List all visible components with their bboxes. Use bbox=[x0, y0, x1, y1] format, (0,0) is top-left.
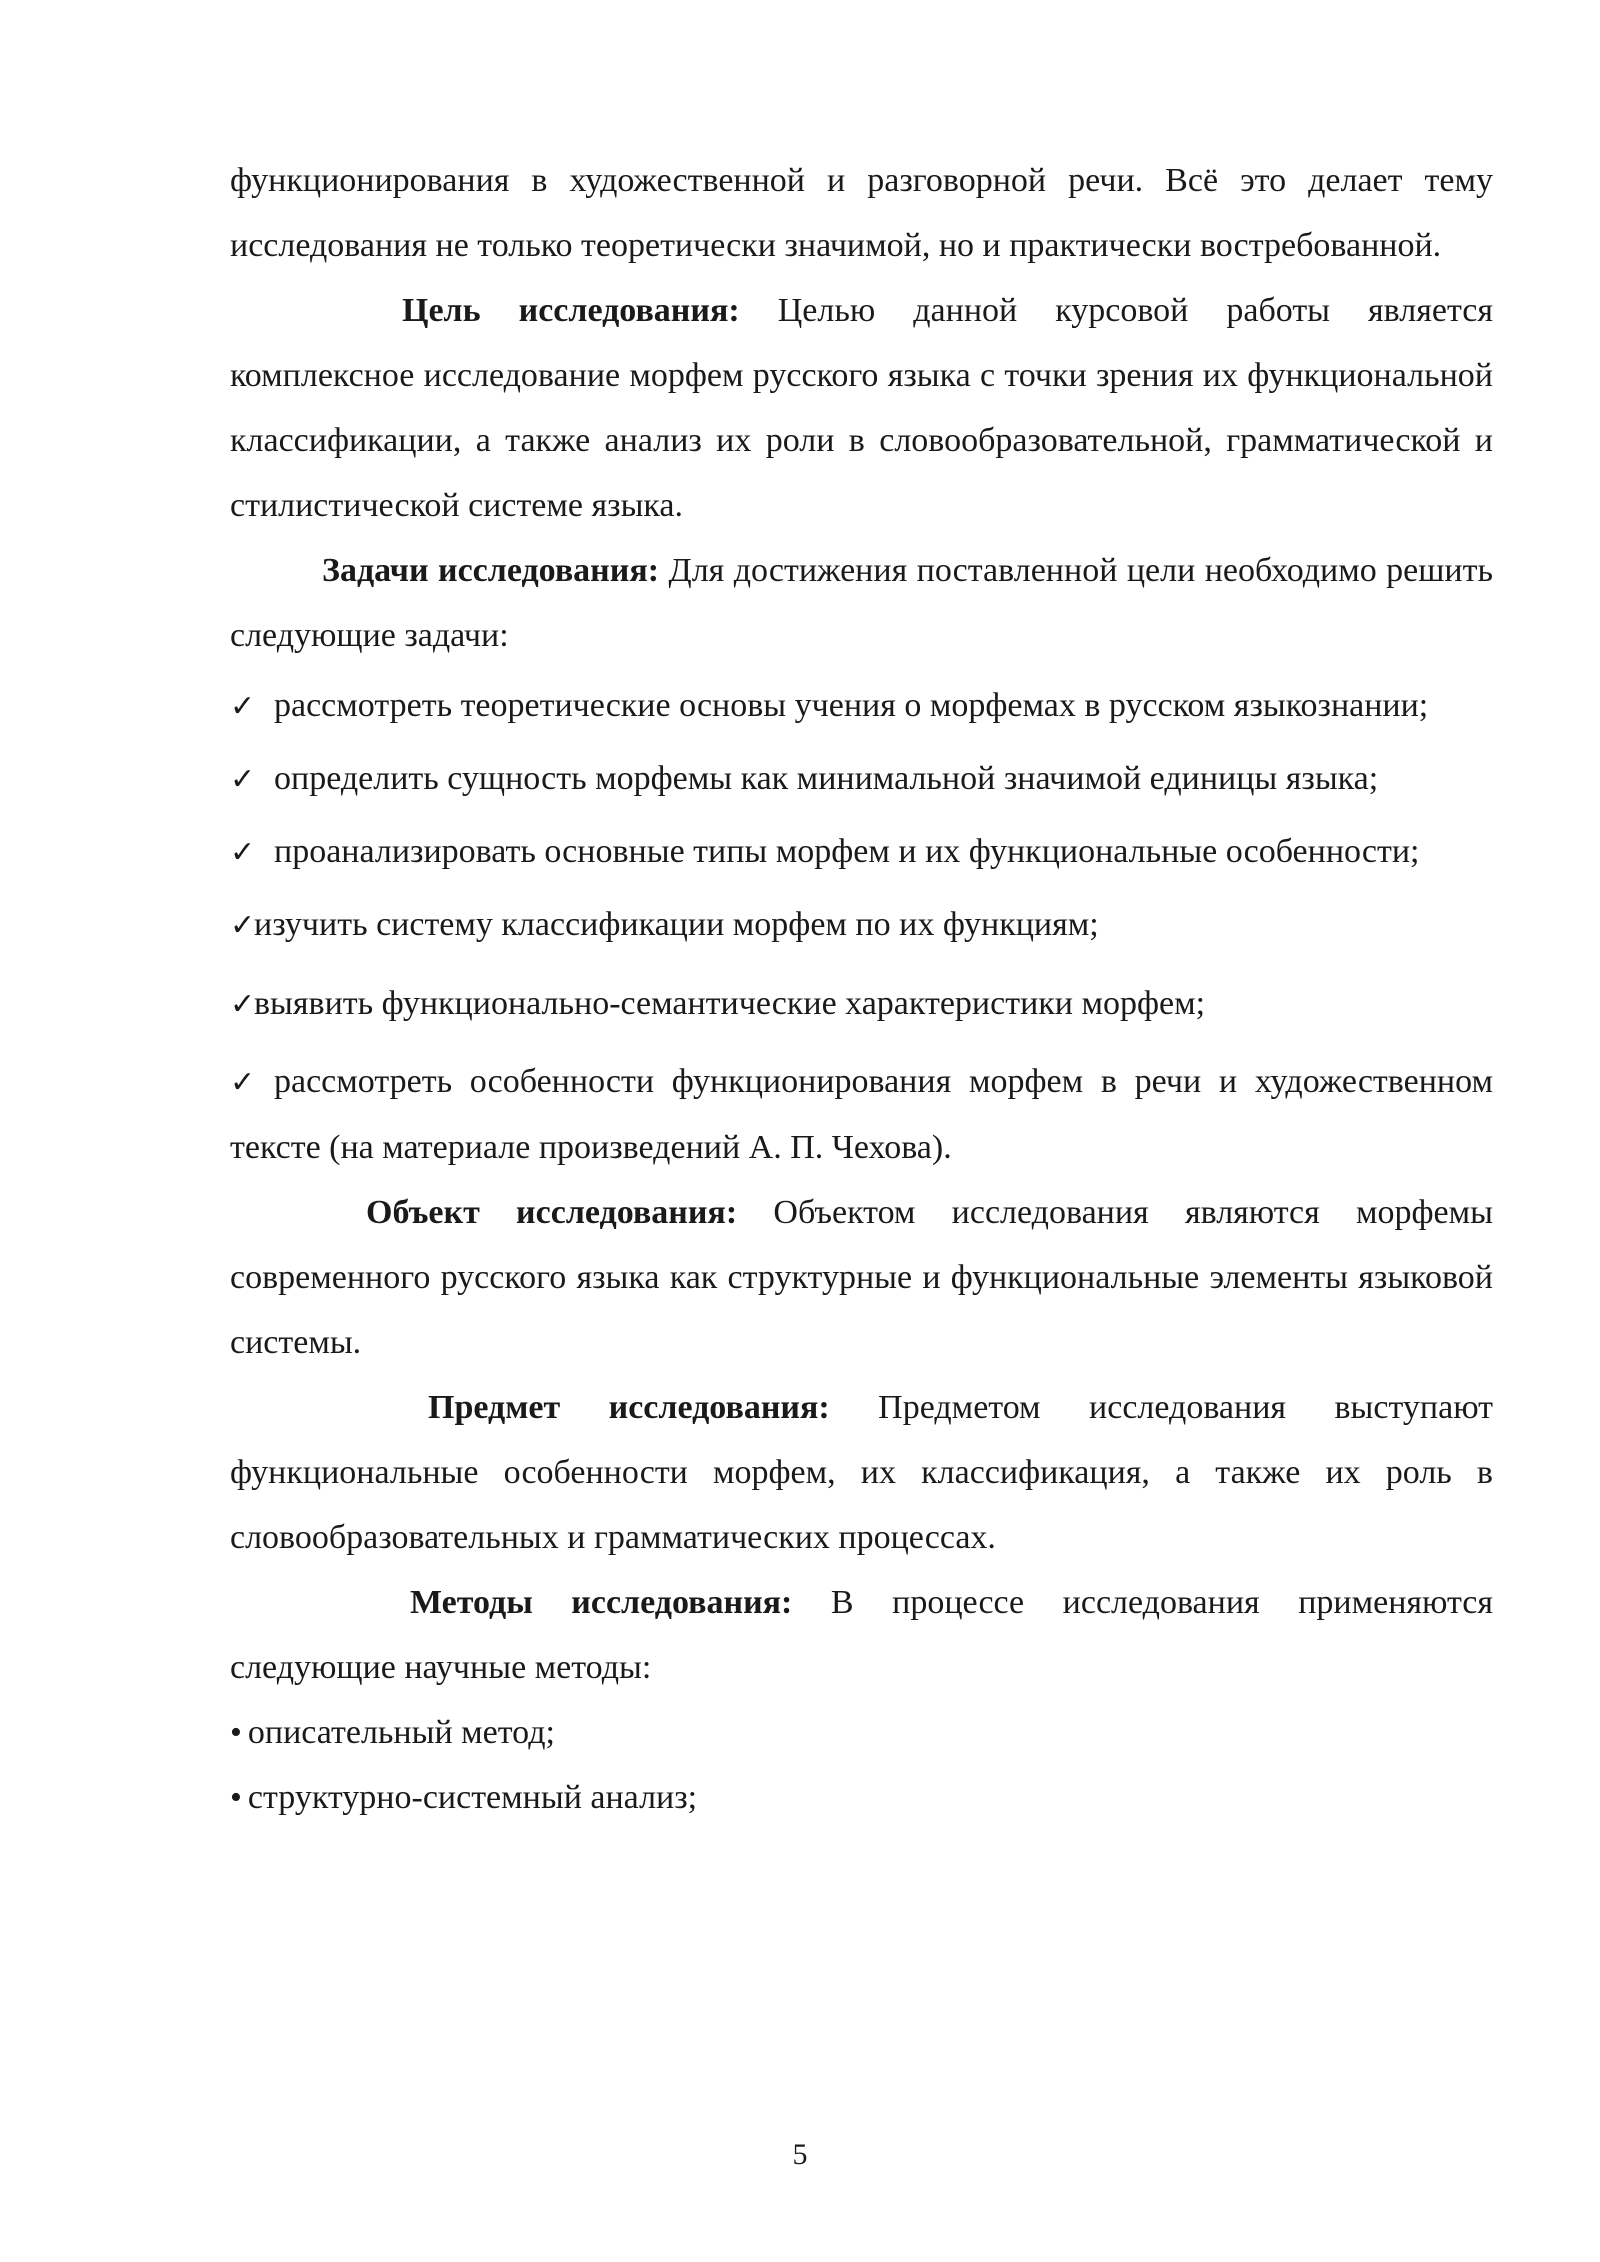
task-item-text: проанализировать основные типы морфем и их функциональные особенности; bbox=[274, 833, 1420, 870]
page-number: 5 bbox=[792, 2138, 808, 2171]
object-text: Объектом исследования являются морфемы современного русского языка как структурные и функциональные элементы языковой системы. bbox=[230, 1194, 1493, 1361]
object-label: Объект исследования: bbox=[366, 1194, 738, 1231]
task-item-text: определить сущность морфемы как минимальной значимой единицы языка; bbox=[274, 760, 1379, 797]
method-item bbox=[230, 1700, 1493, 1765]
methods-label: Методы исследования: bbox=[410, 1584, 793, 1621]
task-item bbox=[230, 745, 1493, 814]
task-item-text: выявить функционально-семантические характеристики морфем; bbox=[254, 985, 1206, 1022]
bullet-icon: • bbox=[230, 1714, 242, 1751]
task-item bbox=[230, 970, 1493, 1039]
tasks-label: Задачи исследования: bbox=[322, 552, 660, 589]
task-item bbox=[230, 818, 1493, 887]
subject-label: Предмет исследования: bbox=[428, 1389, 830, 1426]
checkmark-icon: ✓ bbox=[230, 762, 256, 797]
object-paragraph bbox=[230, 1180, 1493, 1375]
subject-paragraph bbox=[230, 1375, 1493, 1570]
tasks-paragraph bbox=[230, 538, 1493, 668]
checkmark-icon: ✓ bbox=[230, 835, 256, 870]
method-item bbox=[230, 1765, 1493, 1830]
task-item-text: рассмотреть особенности функционирования морфем в речи и художественном тексте (на материале произведений А. П. Чехова). bbox=[230, 1063, 1493, 1166]
methods-paragraph bbox=[230, 1570, 1493, 1700]
method-item-text: структурно-системный анализ; bbox=[247, 1779, 698, 1816]
intro-paragraph: функционирования в художественной и разговорной речи. Всё это делает тему исследования не только теоретически значимой, но и практически востребованной. bbox=[230, 162, 1493, 264]
task-item bbox=[230, 672, 1493, 741]
task-item bbox=[230, 891, 1493, 960]
goal-paragraph bbox=[230, 278, 1493, 538]
task-item-text: изучить систему классификации морфем по их функциям; bbox=[254, 906, 1099, 943]
checkmark-icon: ✓ bbox=[230, 1065, 256, 1100]
method-item-text: описательный метод; bbox=[247, 1714, 555, 1751]
goal-label: Цель исследования: bbox=[402, 292, 740, 329]
task-item-text: рассмотреть теоретические основы учения о морфемах в русском языкознании; bbox=[274, 687, 1429, 724]
subject-text: Предметом исследования выступают функциональные особенности морфем, их классификация, а также их роль в словообразовательных и грамматических процессах. bbox=[230, 1389, 1493, 1556]
methods-text: В процессе исследования применяются следующие научные методы: bbox=[230, 1584, 1493, 1686]
goal-text: Целью данной курсовой работы является комплексное исследование морфем русского языка с точки зрения их функциональной классификации, а также анализ их роли в словообразовательной, грамматической и стилистической системе языка. bbox=[230, 292, 1493, 524]
tasks-text: Для достижения поставленной цели необходимо решить следующие задачи: bbox=[230, 552, 1493, 654]
checkmark-icon: ✓ bbox=[230, 689, 256, 724]
document-page bbox=[230, 148, 1493, 1830]
task-item bbox=[230, 1049, 1493, 1180]
checkmark-icon: ✓ bbox=[230, 908, 256, 943]
bullet-icon: • bbox=[230, 1779, 242, 1816]
checkmark-icon: ✓ bbox=[230, 987, 256, 1022]
